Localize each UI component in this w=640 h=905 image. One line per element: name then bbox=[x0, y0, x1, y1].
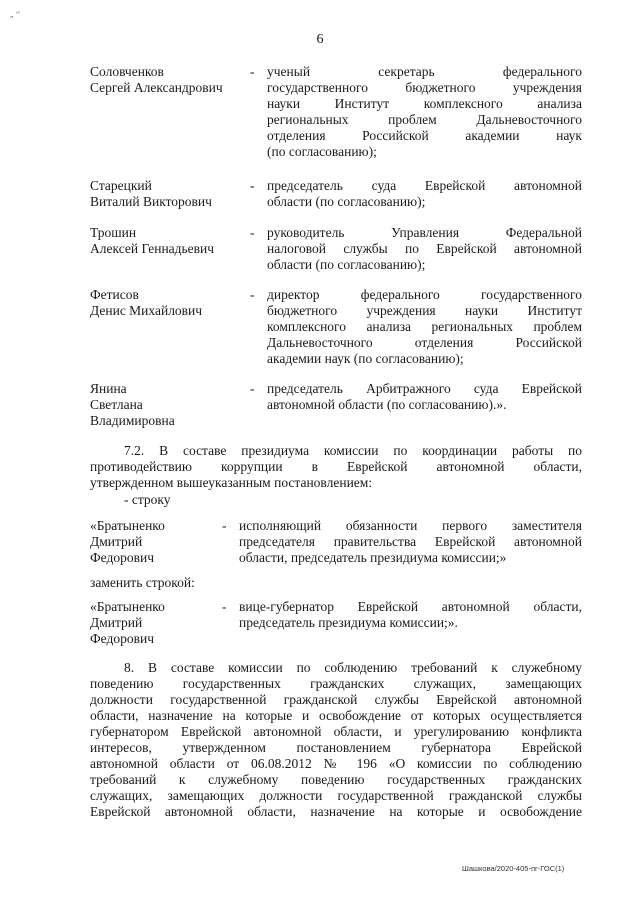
replace-label: заменить строкой: bbox=[90, 575, 195, 590]
member-name: Трошин Алексей Геннадьевич bbox=[90, 225, 215, 256]
section-8-paragraph: 8. В составе комиссии по соблюдению требований к служебному поведению государственных гражданских служащих, замещающих должности государственной гражданской службы Еврейской автономной области, назначение на которые и освобождение от которых осуществляется губернатором Еврейской автономной области, и урегулированию конфликта интересов, утвержденном постановлением губернатора Еврейской автономной области от 06.08.2012 № 196 «О комиссии по соблюдению требований к служебному поведению государственных гражданских служащих, замещающих должности государственной гражданской службы Еврейской автономной области, назначение на которые и освобождение bbox=[90, 660, 582, 819]
member-description: директор федерального государственного бюджетного учреждения науки Институт комплексного анализа региональных проблем Дальневосточного отделения Российской академии наук (по согласованию); bbox=[267, 287, 582, 366]
old-entry-name: «Братыненко Дмитрий Федорович bbox=[90, 518, 165, 565]
row-label: - строку bbox=[124, 492, 171, 507]
corner-marks: „ ’’ bbox=[10, 10, 21, 19]
page-number: 6 bbox=[316, 32, 324, 47]
member-description: председатель Арбитражного суда Еврейской автономной области (по согласованию).». bbox=[267, 381, 582, 412]
member-description: руководитель Управления Федеральной налоговой службы по Еврейской автономной области (по согласованию); bbox=[267, 225, 582, 272]
member-description: председатель суда Еврейской автономной области (по согласованию); bbox=[267, 178, 582, 209]
old-entry-description: исполняющий обязанности первого заместителя председателя правительства Еврейской автономной области, председатель президиума комиссии;» bbox=[239, 518, 582, 565]
dash: - bbox=[250, 287, 255, 302]
dash: - bbox=[250, 381, 255, 396]
dash: - bbox=[222, 518, 227, 533]
member-name: Соловченков Сергей Александрович bbox=[90, 64, 223, 95]
dash: - bbox=[250, 178, 255, 193]
dash: - bbox=[222, 599, 227, 614]
new-entry-name: «Братыненко Дмитрий Федорович bbox=[90, 599, 165, 646]
member-name: Янина Светлана Владимировна bbox=[90, 381, 175, 428]
dash: - bbox=[250, 64, 255, 79]
member-name: Фетисов Денис Михайлович bbox=[90, 287, 203, 318]
new-entry-description: вице-губернатор Еврейской автономной области, председатель президиума комиссии;». bbox=[239, 599, 582, 630]
dash: - bbox=[250, 225, 255, 240]
footer-code: Шашкова/2020-405-пг-ГОС(1) bbox=[462, 864, 565, 873]
member-name: Старецкий Виталий Викторович bbox=[90, 178, 212, 209]
section-7-2-paragraph: 7.2. В составе президиума комиссии по координации работы по противодействию коррупции в Еврейской автономной области, утвержденном вышеуказанным постановлением: bbox=[90, 443, 582, 490]
member-description: ученый секретарь федерального государственного бюджетного учреждения науки Институт комплексного анализа региональных проблем Дальневосточного отделения Российской академии наук (по согласованию); bbox=[267, 64, 582, 159]
